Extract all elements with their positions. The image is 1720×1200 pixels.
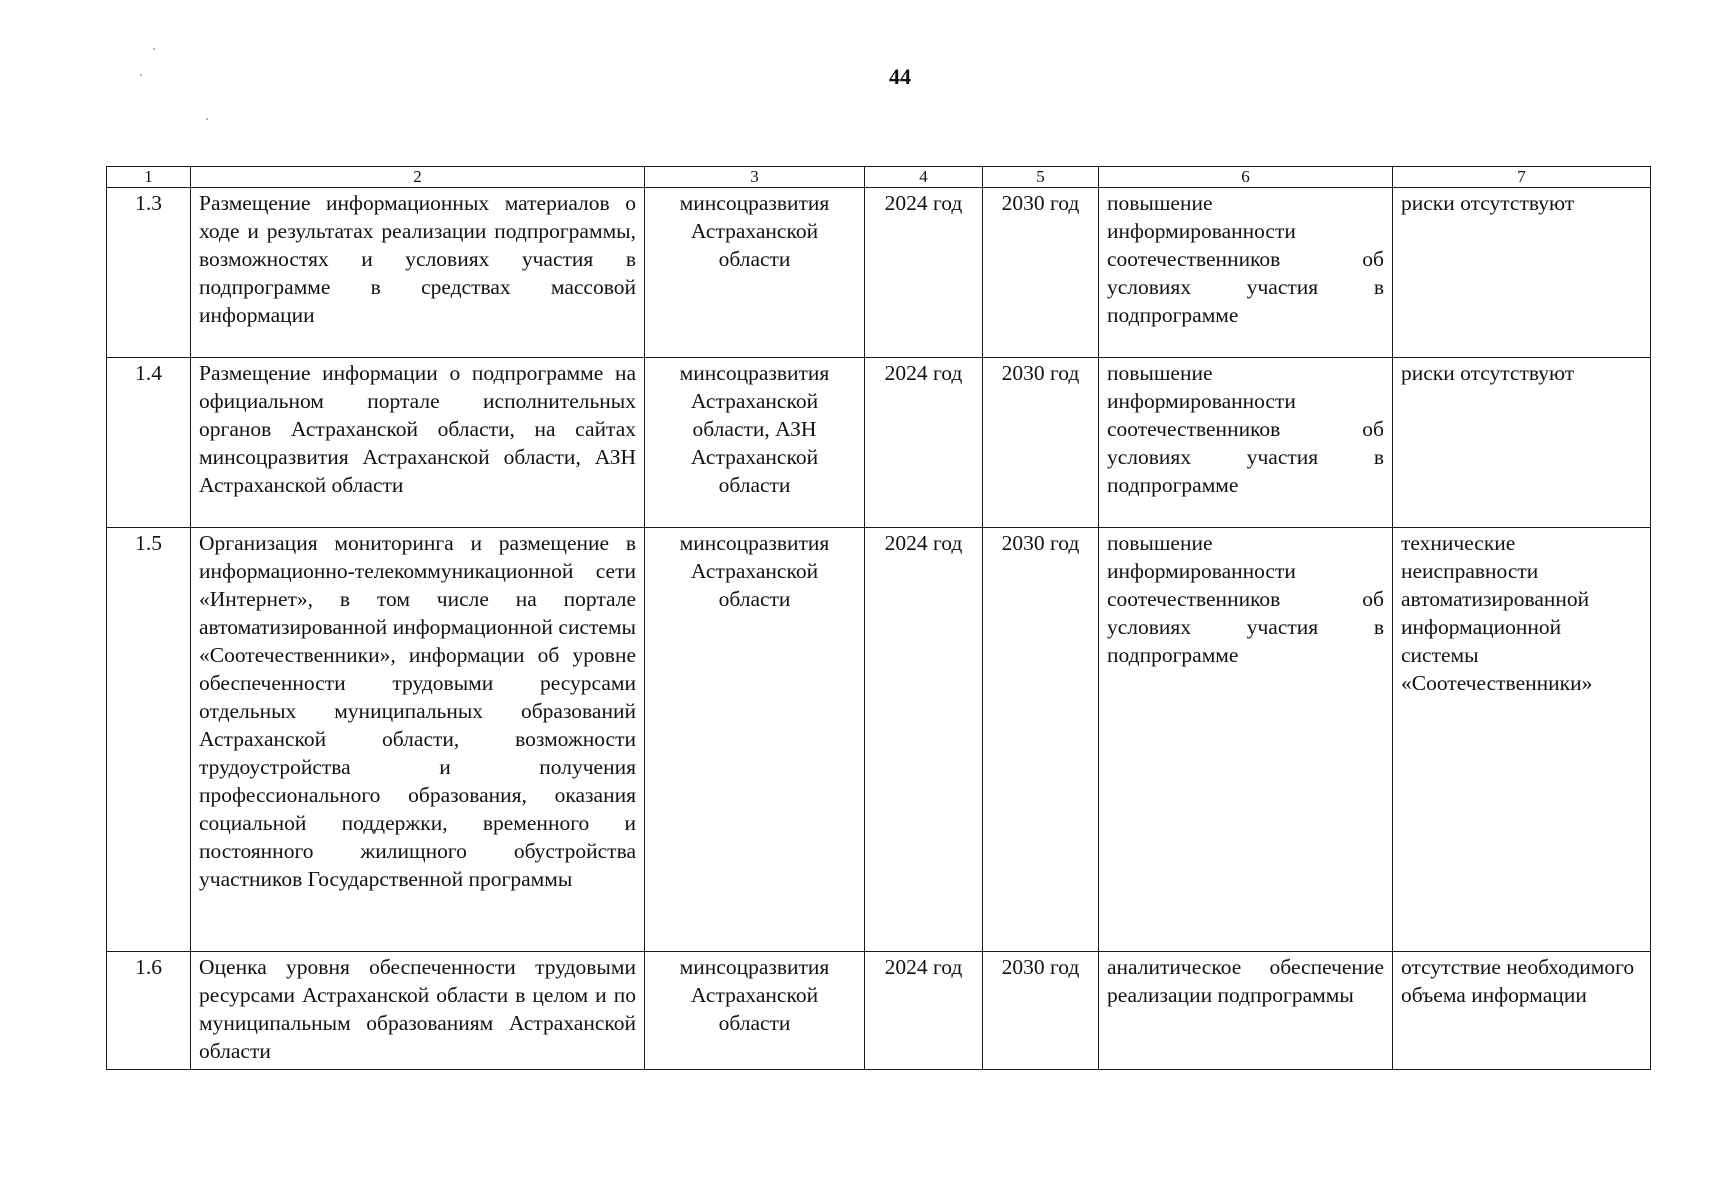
column-number-row xyxy=(107,167,1651,188)
end-year: 2030 год xyxy=(983,528,1099,952)
measure-description: Оценка уровня обеспеченности трудовыми ресурсами Астраханской области в целом и по муниципальным образованиям Астраханской области xyxy=(191,952,645,1070)
expected-result: повышение информированности соотечественников об условиях участия в подпрограмме xyxy=(1099,358,1393,528)
risks: риски отсутствуют xyxy=(1393,358,1651,528)
risks: технические неисправности автоматизированной информационной системы «Соотечественники» xyxy=(1393,528,1651,952)
responsible-executor: минсоцразвития Астраханской области xyxy=(645,528,865,952)
start-year: 2024 год xyxy=(865,358,983,528)
item-number: 1.4 xyxy=(107,358,191,528)
page-number: 44 xyxy=(889,64,911,89)
risks: риски отсутствуют xyxy=(1393,188,1651,358)
measure-description: Размещение информационных материалов о ходе и результатах реализации подпрограммы, возможностях и условиях участия в подпрограмме в средствах массовой информации xyxy=(191,188,645,358)
item-number: 1.6 xyxy=(107,952,191,1070)
end-year: 2030 год xyxy=(983,952,1099,1070)
responsible-executor: минсоцразвития Астраханской области xyxy=(645,952,865,1070)
start-year: 2024 год xyxy=(865,952,983,1070)
column-number: 3 xyxy=(645,167,865,188)
scan-speck xyxy=(206,118,208,120)
table-row xyxy=(107,358,1651,528)
table-row xyxy=(107,528,1651,952)
column-number: 2 xyxy=(191,167,645,188)
end-year: 2030 год xyxy=(983,188,1099,358)
column-number: 1 xyxy=(107,167,191,188)
expected-result: повышение информированности соотечественников об условиях участия в подпрограмме xyxy=(1099,528,1393,952)
expected-result: повышение информированности соотечественников об условиях участия в подпрограмме xyxy=(1099,188,1393,358)
item-number: 1.5 xyxy=(107,528,191,952)
measure-description: Размещение информации о подпрограмме на официальном портале исполнительных органов Астраханской области, на сайтах минсоцразвития Астраханской области, АЗН Астраханской области xyxy=(191,358,645,528)
table-row xyxy=(107,188,1651,358)
start-year: 2024 год xyxy=(865,528,983,952)
measures-table xyxy=(106,166,1651,1070)
column-number: 6 xyxy=(1099,167,1393,188)
measure-description: Организация мониторинга и размещение в информационно-телекоммуникационной сети «Интернет», в том числе на портале автоматизированной информационной системы «Соотечественники», информации об уровне обеспеченности трудовыми ресурсами отдельных муниципальных образований Астраханской области, возможности трудоустройства и получения профессионального образования, оказания социальной поддержки, временного и постоянного жилищного обустройства участников Государственной программы xyxy=(191,528,645,952)
column-number: 5 xyxy=(983,167,1099,188)
column-number: 7 xyxy=(1393,167,1651,188)
scan-speck xyxy=(153,48,155,50)
item-number: 1.3 xyxy=(107,188,191,358)
column-number: 4 xyxy=(865,167,983,188)
expected-result: аналитическое обеспечение реализации подпрограммы xyxy=(1099,952,1393,1070)
responsible-executor: минсоцразвития Астраханской области, АЗН Астраханской области xyxy=(645,358,865,528)
table-row xyxy=(107,952,1651,1070)
start-year: 2024 год xyxy=(865,188,983,358)
end-year: 2030 год xyxy=(983,358,1099,528)
risks: отсутствие необходимого объема информации xyxy=(1393,952,1651,1070)
responsible-executor: минсоцразвития Астраханской области xyxy=(645,188,865,358)
